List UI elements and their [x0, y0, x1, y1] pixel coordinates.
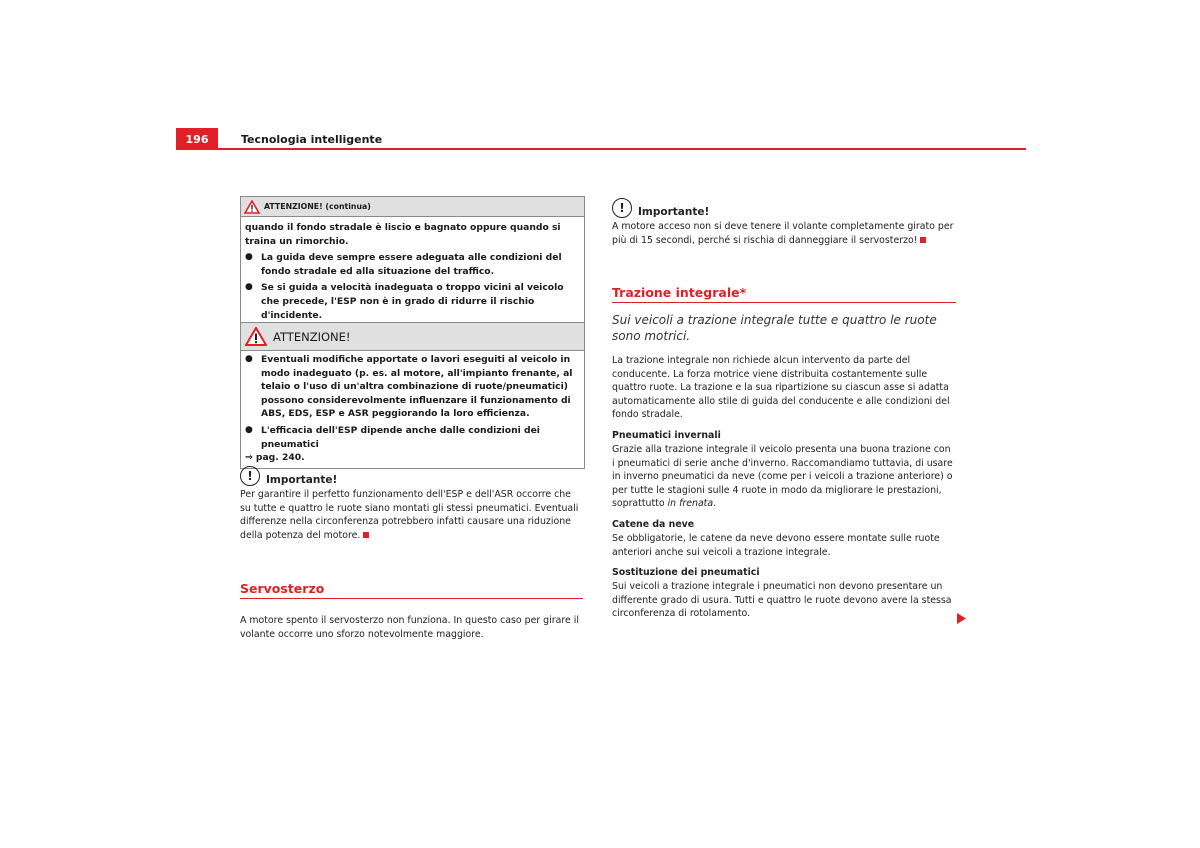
- warning-triangle-icon: [244, 200, 260, 214]
- catene-text: Se obbligatorie, le catene da neve devono essere montate sulle ruote anteriori anche sui veicoli a trazione integrale.: [612, 532, 940, 558]
- warning-title: ATTENZIONE!: [273, 329, 351, 344]
- end-mark-icon: [363, 532, 369, 538]
- exclamation-circle-icon: !: [612, 198, 632, 218]
- section-intro: Sui veicoli a trazione integrale tutte e quattro le ruote sono motrici.: [612, 313, 937, 343]
- subheading-pneumatici-invernali: Pneumatici invernali: [612, 429, 721, 441]
- important-label: Importante!: [638, 206, 710, 218]
- warning-continued-text: quando il fondo stradale è liscio e bagnato oppure quando si traina un rimorchio.: [245, 222, 561, 247]
- warning-bullet-text: La guida deve sempre essere adeguata alle condizioni del fondo stradale ed alla situazione del traffico.: [261, 252, 562, 277]
- header-rule: [176, 148, 1026, 150]
- bullet-dot: ●: [245, 354, 253, 364]
- section-title-servosterzo: Servosterzo: [240, 581, 583, 599]
- servosterzo-section: [240, 581, 583, 641]
- warning-continued-header: [241, 197, 584, 217]
- warning-bullet-text: L'efficacia dell'ESP dipende anche dalle condizioni dei pneumatici: [261, 424, 540, 450]
- chapter-title: Tecnologia intelligente: [241, 133, 383, 146]
- warning-header: [241, 323, 584, 351]
- servosterzo-text: A motore spento il servosterzo non funziona. In questo caso per girare il volante occorre uno sforzo notevolmente maggiore.: [240, 615, 579, 640]
- bullet-dot: ●: [245, 424, 253, 435]
- warning-bullet: [245, 251, 580, 278]
- warning-bullet: [245, 424, 580, 451]
- sostituzione-text: Sui veicoli a trazione integrale i pneumatici non devono presentare un differente grado di usura. Tutti e quattro le ruote devono avere la stessa circonferenza di rotolamento.: [612, 581, 952, 620]
- warning-continued-box: [240, 196, 585, 327]
- page-reference-link[interactable]: ⇒ pag. 240.: [245, 452, 305, 464]
- important-header: [612, 198, 957, 218]
- important-label: Importante!: [266, 474, 338, 486]
- subheading-catene-da-neve: Catene da neve: [612, 518, 695, 530]
- important-header: [240, 466, 583, 486]
- bullet-dot: ●: [245, 282, 253, 293]
- end-mark-icon: [920, 237, 926, 243]
- warning-bullet-text: Eventuali modifiche apportate o lavori eseguiti al veicolo in modo inadeguato (p. es. al motore, all'impianto frenante, al telaio o l'uso di un'altra combinazione di ruote/pneumatici) possono considerevolmente influenzare il funzionamento di ABS, EDS, ESP e ASR peggiorando la loro efficienza.: [261, 354, 573, 420]
- page-number: 196: [176, 128, 218, 149]
- warning-triangle-icon: [245, 327, 267, 346]
- warning-continued-title: ATTENZIONE! (continua): [264, 202, 371, 211]
- warning-box: [240, 322, 585, 469]
- exclamation-circle-icon: !: [240, 466, 260, 486]
- section-title-trazione: Trazione integrale*: [612, 285, 956, 303]
- subheading-sostituzione-pneumatici: Sostituzione dei pneumatici: [612, 567, 760, 579]
- warning-bullet: [245, 281, 580, 322]
- important-left: [240, 466, 583, 542]
- trazione-text: La trazione integrale non richiede alcun intervento da parte del conducente. La forza motrice viene distribuita costantemente sulle quattro ruote. La trazione e la sua ripartizione su ciascun asse si adatta automaticamente allo stile di guida del conducente e alle condizioni del fondo stradale.: [612, 355, 950, 421]
- next-page-arrow-icon[interactable]: [957, 613, 966, 624]
- warning-bullet: [245, 353, 580, 421]
- bullet-dot: ●: [245, 252, 253, 263]
- important-text: A motore acceso non si deve tenere il volante completamente girato per più di 15 secondi, perché si rischia di danneggiare il servosterzo!: [612, 221, 954, 246]
- trazione-section: [612, 285, 956, 621]
- pneumatici-invernali-text: Grazie alla trazione integrale il veicolo presenta una buona trazione con i pneumatici di serie anche d'inverno. Raccomandiamo tuttavia, di usare in inverno pneumatici da neve (come per i veicoli a trazione anteriore) o per tutte le stagioni sulle 4 ruote in modo da migliorare le prestazioni, soprattutto in frenata.: [612, 443, 953, 510]
- important-text: Per garantire il perfetto funzionamento dell'ESP e dell'ASR occorre che su tutte e quattro le ruote siano montati gli stessi pneumatici. Eventuali differenze nella circonferenza potrebbero infatti causare una riduzione della potenza del motore.: [240, 489, 579, 541]
- warning-bullet-text: Se si guida a velocità inadeguata o troppo vicini al veicolo che precede, l'ESP non è in grado di ridurre il rischio d'incidente.: [261, 282, 564, 321]
- important-right: [612, 198, 957, 247]
